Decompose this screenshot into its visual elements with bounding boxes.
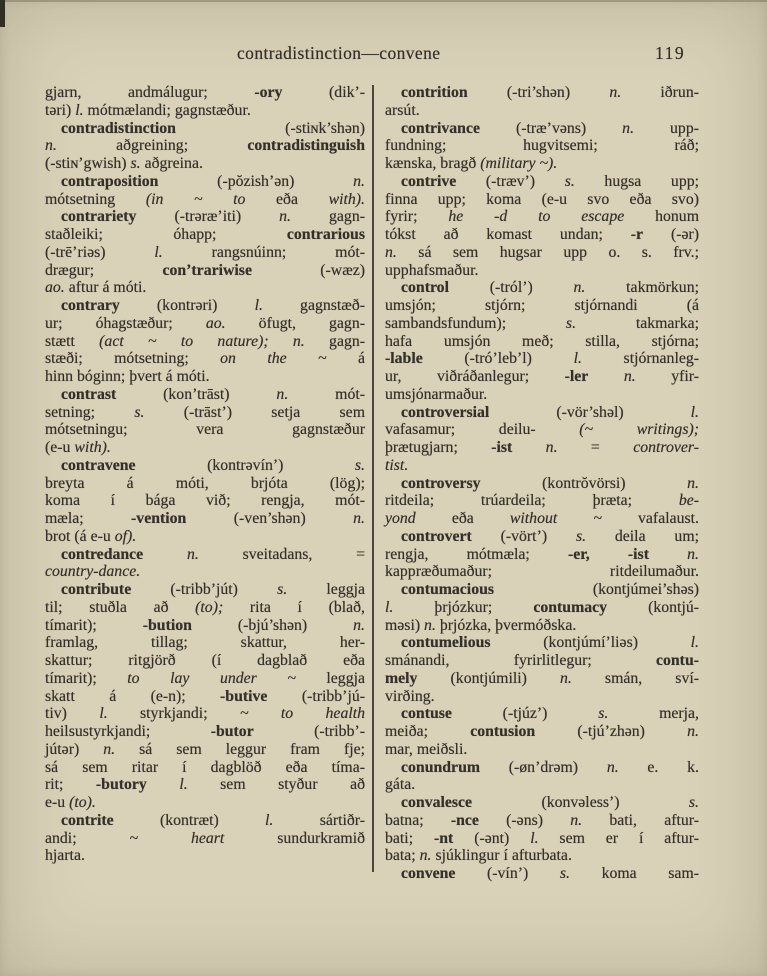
text-line: contrive (-træv’) s. hugsa upp; [401, 172, 700, 190]
text-line: contrite (kontræt) l. sártiðr- [61, 811, 365, 829]
text-line: contribute (-tribb’jút) s. leggja [61, 581, 366, 598]
text-line: contuse (-tjúz’) s. merja, [401, 705, 699, 723]
text-line: contrivance (-træ’vəns) n. upp- [401, 119, 699, 137]
text-line: contumacious (kontjúmei’shəs) [401, 581, 699, 598]
text-line: contredance n. sveitadans, = [61, 545, 365, 563]
text-line: bata; n. sjúklingur í afturbata. [385, 847, 572, 865]
text-line: hafa umsjón með; stilla, stjórna; [385, 332, 699, 350]
text-line: batna; -nce (-əns) n. bati, aftur- [385, 811, 699, 829]
column-divider [372, 85, 374, 872]
text-line: mótsetning (in ~ to eða with). [45, 190, 366, 208]
text-line: ao. aftur á móti. [45, 279, 147, 297]
text-line: -lable (-tró’leb’l) l. stjórnanleg- [385, 350, 699, 368]
text-line: drægur; con’trariwise (-wæz) [45, 261, 366, 279]
text-line: umsjón; stjórn; stjórnandi (á [385, 297, 699, 314]
text-line: tiv) l. styrkjandi; ~ to health [45, 705, 366, 723]
text-line: meiða; contusion (-tjú’zhən) n. [385, 723, 699, 740]
text-line: vafasamur; deilu- (~ writings); [385, 421, 700, 439]
text-line: conundrum (-øn’drəm) n. e. k. [401, 758, 699, 776]
text-line: finna upp; koma (e-u svo eða svo) [385, 190, 699, 208]
text-line: l. þrjózkur; contumacy (kontjú- [385, 598, 699, 616]
text-line: e-u (to). [45, 794, 96, 811]
text-line: tókst að komast undan; -r (-ər) [385, 226, 699, 243]
dictionary-column-right [385, 84, 699, 883]
text-line: gáta. [385, 776, 416, 794]
text-line: mely (kontjúmili) n. smán, sví- [385, 669, 699, 687]
running-header: contradistinction—convene [237, 43, 441, 63]
text-line: staðleiki; óhapp; contrarious [45, 226, 365, 243]
text-line: umsjónarmaður. [385, 385, 488, 403]
text-line: fundning; hugvitsemi; ráð; [385, 137, 699, 155]
text-line: (-trē’riəs) l. rangsnúinn; mót- [45, 243, 365, 261]
text-line: contradistinction (-stiɴk’shən) [61, 119, 365, 137]
page-number: 119 [655, 43, 686, 63]
text-line: rit; -butory l. sem styður að [45, 776, 365, 794]
text-line: jútər) n. sá sem leggur fram fje; [45, 740, 365, 758]
text-line: country-dance. [45, 563, 141, 581]
text-line: kænska, bragð (military ~). [385, 155, 558, 172]
text-line: convene (-vín’) s. koma sam- [401, 865, 699, 882]
text-line: tist. [385, 456, 409, 474]
text-line: mæla; -vention (-ven’shən) n. [45, 510, 365, 527]
text-line: mótsetningu; vera gagnstæður [45, 421, 365, 439]
text-line: kappræðumaður; ritdeilumaður. [385, 563, 699, 581]
text-line: (e-u with). [45, 439, 111, 456]
text-line: contraposition (-pŏzish’ən) n. [61, 172, 365, 190]
text-line: stætt (act ~ to nature); n. gagn- [45, 332, 366, 350]
scan-artifact-corner [0, 0, 5, 27]
text-line: controversy (kontrŏvörsi) n. [401, 474, 699, 492]
text-line: contravene (kontrəvín’) s. [61, 456, 365, 474]
text-line: hjarta. [45, 847, 85, 865]
text-line: təri) l. mótmælandi; gagnstæður. [45, 101, 251, 119]
text-line: mar, meiðsli. [385, 740, 468, 758]
dictionary-column-left [45, 84, 365, 865]
text-line: (-stiɴ’gwish) s. aðgreina. [45, 155, 203, 172]
text-line: andi; ~ heart sundurkramið [45, 829, 365, 847]
text-line: yond eða without ~ vafalaust. [385, 510, 699, 527]
text-line: setning; s. (-trāst’) setja sem [45, 403, 365, 421]
text-line: contrast (kon’trāst) n. mót- [61, 385, 365, 403]
text-line: heilsustyrkjandi; -butor (-tribb’- [45, 723, 365, 740]
text-line: fyrir; he -d to escape honum [385, 208, 699, 226]
text-line: stæði; mótsetning; on the ~ á [45, 350, 365, 368]
text-line: controvert (-vört’) s. deila um; [401, 527, 699, 545]
text-line: sambandsfundum); s. takmarka; [385, 314, 700, 332]
scan-edge-shadow [0, 0, 767, 2]
text-line: control (-tról’) n. takmörkun; [401, 279, 699, 297]
text-line: controversial (-vör’shəl) l. [401, 403, 699, 421]
text-line: framlag, tillag; skattur, her- [45, 634, 365, 652]
text-line: arsút. [385, 101, 420, 119]
text-line: contrary (kontrəri) l. gagnstæð- [61, 297, 365, 314]
text-line: məsi) n. þrjózka, þvermóðska. [385, 616, 577, 634]
text-line: til; stuðla að (to); rita í (blað, [45, 598, 365, 616]
text-line: rengja, mótmæla; -er, -ist n. [385, 545, 699, 563]
text-line: contrariety (-trəræ’iti) n. gagn- [61, 208, 365, 226]
text-line: hinn bóginn; þvert á móti. [45, 368, 210, 385]
text-line: breyta á móti, brjóta (lög); [45, 474, 365, 492]
text-line: bati; -nt (-ənt) l. sem er í aftur- [385, 829, 700, 847]
text-line: virðing. [385, 687, 435, 705]
text-line: tímarit); to lay under ~ leggja [45, 669, 365, 687]
text-line: contrition (-tri’shən) n. iðrun- [401, 84, 699, 101]
text-line: ur, viðráðanlegur; -ler n. yfir- [385, 368, 699, 385]
text-line: contumelious (kontjúmí’liəs) l. [401, 634, 699, 652]
text-line: þrætugjarn; -ist n. = controver- [385, 439, 699, 456]
text-line: ur; óhagstæður; ao. öfugt, gagn- [45, 314, 365, 332]
text-line: tímarit); -bution (-bjú’shən) n. [45, 616, 365, 634]
text-line: n. aðgreining; contradistinguish [45, 137, 365, 155]
text-line: koma í bága við; rengja, mót- [45, 492, 365, 510]
text-line: skattur; ritgjörð (í dagblað eða [45, 652, 365, 669]
text-line: skatt á (e-n); -butive (-tribb’jú- [45, 687, 365, 705]
text-line: convalesce (konvəless’) s. [401, 794, 699, 811]
text-line: n. sá sem hugsar upp o. s. frv.; [385, 243, 699, 261]
text-line: brot (á e-u of). [45, 527, 137, 545]
text-line: smánandi, fyrirlitlegur; contu- [385, 652, 699, 669]
text-line: sá sem ritar í dagblöð eða tíma- [45, 758, 365, 776]
text-line: upphafsmaður. [385, 261, 479, 279]
text-line: gjarn, andmálugur; -ory (dik’- [45, 84, 365, 101]
text-line: ritdeila; trúardeila; þræta; be- [385, 492, 699, 510]
